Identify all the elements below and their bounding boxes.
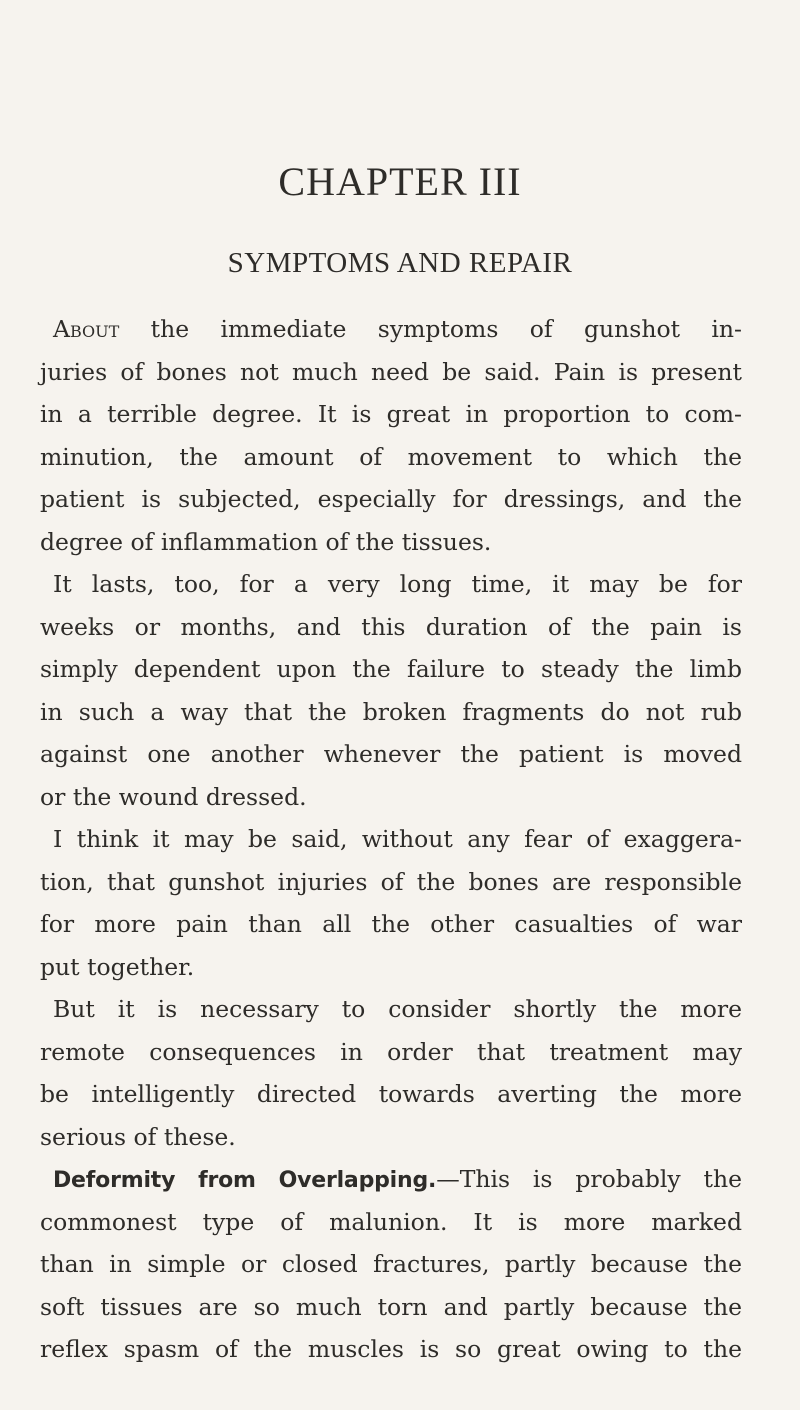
text-line: against one another whenever the patient is moved bbox=[40, 740, 742, 768]
text-line: soft tissues are so much torn and partly because the bbox=[40, 1292, 742, 1321]
text-line: juries of bones not much need be said. Pain is present bbox=[40, 357, 742, 386]
text-line: or the wound dressed. bbox=[40, 782, 307, 811]
text-line: patient is subjected, especially for dressings, and the bbox=[40, 485, 742, 513]
body-text bbox=[40, 308, 742, 1371]
text-line: than in simple or closed fractures, partly because the bbox=[40, 1250, 742, 1278]
text-line: be intelligently directed towards averting the more bbox=[40, 1080, 742, 1108]
section-heading: Deformity from Overlapping. bbox=[53, 1168, 437, 1193]
text-line: But it is necessary to consider shortly the more bbox=[53, 995, 742, 1023]
section-title: SYMPTOMS AND REPAIR bbox=[227, 247, 573, 279]
text-line bbox=[40, 308, 742, 351]
line-text: the immediate symptoms of gunshot in- bbox=[119, 315, 742, 343]
chapter-title: CHAPTER III bbox=[278, 159, 522, 204]
text-line: in such a way that the broken fragments do not rub bbox=[40, 697, 742, 726]
text-line: for more pain than all the other casualties of war bbox=[40, 910, 742, 938]
text-line: tion, that gunshot injuries of the bones are responsible bbox=[40, 867, 742, 896]
text-line: weeks or months, and this duration of the pain is bbox=[40, 612, 742, 641]
text-line: commonest type of malunion. It is more marked bbox=[40, 1207, 742, 1236]
text-line: remote consequences in order that treatment may bbox=[40, 1037, 742, 1066]
text-line: I think it may be said, without any fear of exaggera- bbox=[53, 825, 742, 853]
text-line: put together. bbox=[40, 952, 195, 981]
text-line: serious of these. bbox=[40, 1122, 236, 1151]
text-line: minution, the amount of movement to which the bbox=[40, 442, 742, 471]
text-line bbox=[40, 1158, 742, 1201]
line-text: —This is probably the bbox=[436, 1165, 742, 1193]
text-line: degree of inflammation of the tissues. bbox=[40, 527, 492, 556]
text-line: in a terrible degree. It is great in proportion to com- bbox=[40, 400, 742, 428]
text-line: reflex spasm of the muscles is so great owing to the bbox=[40, 1335, 742, 1363]
text-line: It lasts, too, for a very long time, it may be for bbox=[53, 570, 742, 598]
text-line: simply dependent upon the failure to steady the limb bbox=[40, 655, 742, 683]
lead-word: About bbox=[53, 315, 120, 343]
